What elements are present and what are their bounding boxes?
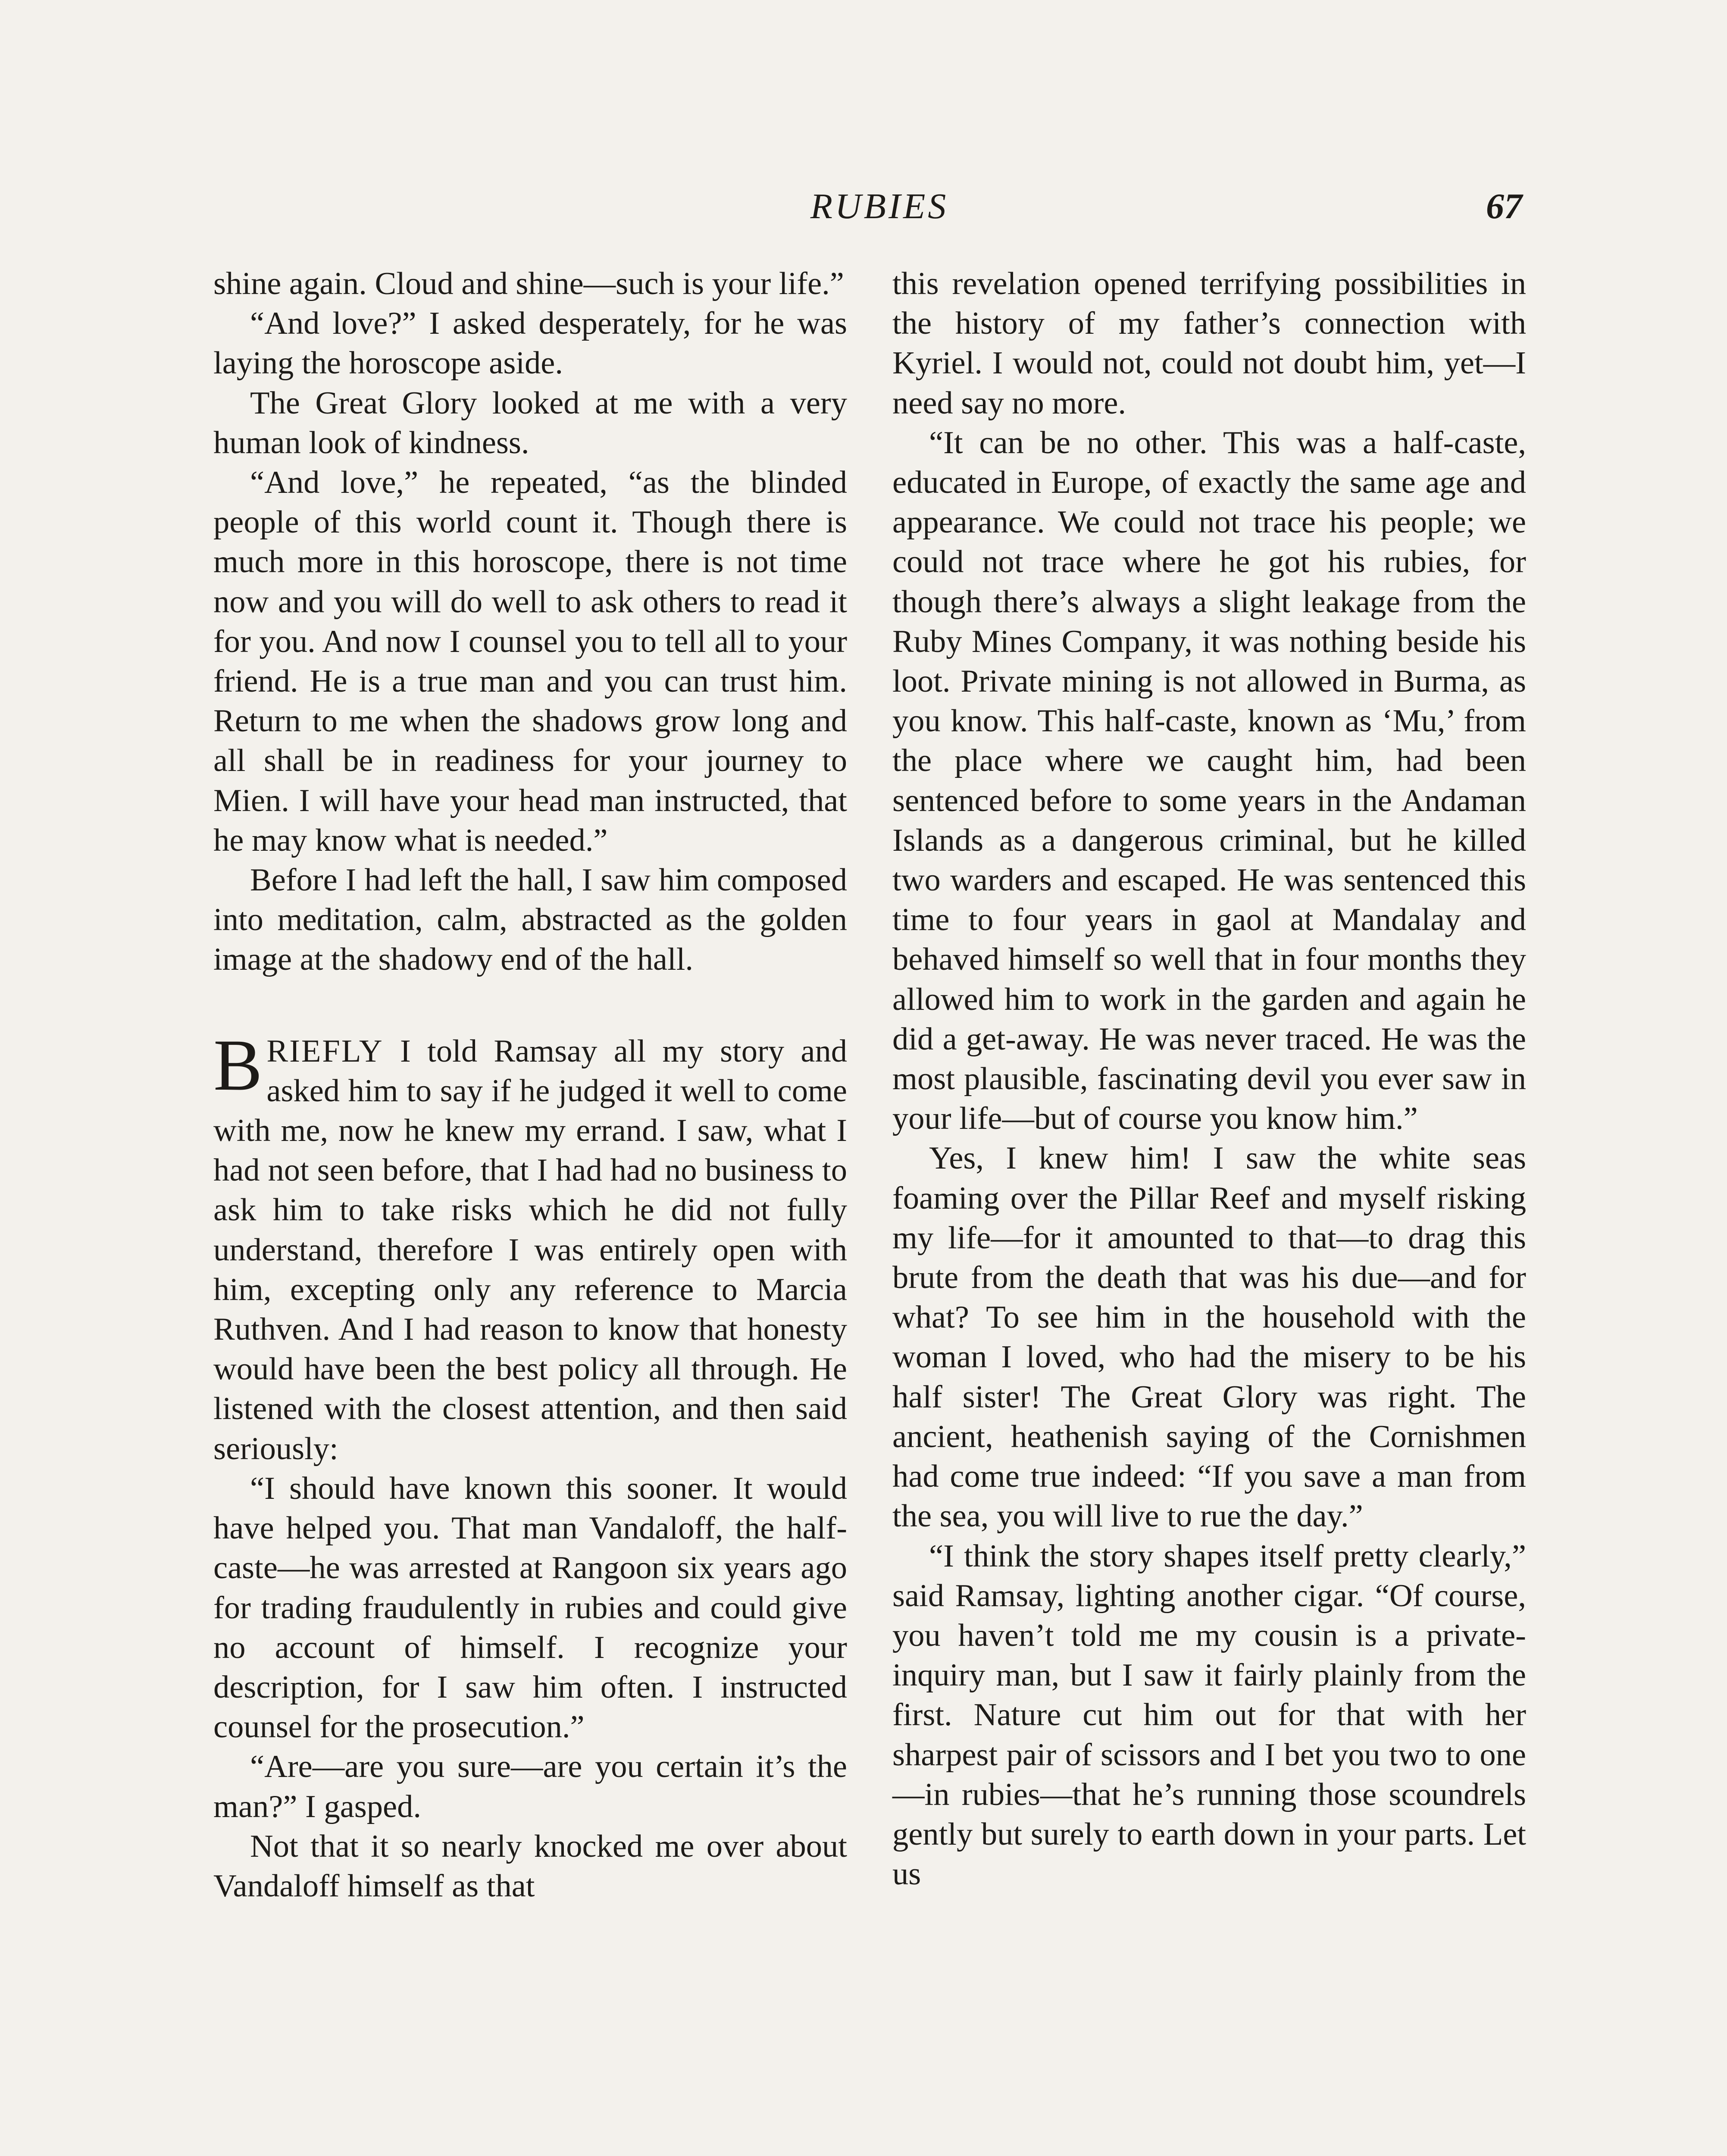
page-number: 67 [1486,186,1522,226]
paragraph: “And love?” I asked desperately, for he was laying the horoscope aside. [213,306,847,381]
paragraph: The Great Glory looked at me with a very human look of kindness. [213,385,847,461]
paragraph: “I think the story shapes itself pretty clearly,” said Ramsay, lighting another cigar. “Of course, you haven’t told me my cousin is a private-inquiry man, but I saw it fairly plainly from the first. Nature cut him out for that with her sharpest pair of scissors and I bet you two to one—in rubies—that he’s running those scoundrels gently but surely to earth down in your parts. Let us [892,1538,1526,1892]
running-title: RUBIES [810,186,949,226]
right-column [892,264,1526,2156]
paragraph-text: I told Ramsay all my story and asked him to say if he judged it well to come with me, now he knew my errand. I saw, what I had not seen before, that I had had no business to ask him to take risks which he did not fully understand, therefore I was entirely open with him, excepting only any reference to Marcia Ruthven. And I had reason to know that honesty would have been the best policy all through. He listened with the closest attention, and then said seriously: [213,1033,847,1467]
drop-cap: B [213,1024,263,1106]
section-break [213,980,847,1031]
paragraph: “I should have known this sooner. It would have helped you. That man Vandaloff, the half-caste—he was arrested at Rangoon six years ago for trading fraudulently in rubies and could give no account of himself. I recognize your description, for I saw him often. I instructed counsel for the prosecution.” [213,1470,847,1745]
paragraph: “Are—are you sure—are you certain it’s the man?” I gasped. [213,1749,847,1824]
paragraph: “It can be no other. This was a half-caste, educated in Europe, of exactly the same age and appearance. We could not trace his people; we could not trace where he got his rubies, for though there’s always a slight leakage from the Ruby Mines Company, it was nothing beside his loot. Private mining is not allowed in Burma, as you know. This half-caste, known as ‘Mu,’ from the place where we caught him, had been sentenced before to some years in the Andaman Islands as a dangerous criminal, but he killed two warders and escaped. He was sentenced this time to four years in gaol at Mandalay and behaved himself so well that in four months they allowed him to work in the garden and again he did a get-away. He was never traced. He was the most plausible, fascinating devil you ever saw in your life—but of course you know him.” [892,425,1526,1137]
section-opening-paragraph [213,1024,847,1469]
paragraph: Before I had left the hall, I saw him composed into meditation, calm, abstracted as the golden image at the shadowy end of the hall. [213,862,847,978]
paragraph: Not that it so nearly knocked me over about Vandaloff himself as that [213,1828,847,1904]
paragraph: Yes, I knew him! I saw the white seas foaming over the Pillar Reef and myself risking my life—for it amounted to that—to drag this brute from the death that was his due—and for what? To see him in the household with the woman I loved, who had the misery to be his half sister! The Great Glory was right. The ancient, heathenish saying of the Cornishmen had come true indeed: “If you save a man from the sea, you will live to rue the day.” [892,1141,1526,1534]
paragraph: “And love,” he repeated, “as the blinded people of this world count it. Though there is much more in this horoscope, there is not time now and you will do well to ask others to read it for you. And now I counsel you to tell all to your friend. He is a true man and you can trust him. Return to me when the shadows grow long and all shall be in readiness for your journey to Mien. I will have your head man instructed, that he may know what is needed.” [213,465,847,858]
paragraph: this revelation opened terrifying possibilities in the history of my father’s connection with Kyriel. I would not, could not doubt him, yet—I need say no more. [892,266,1526,421]
small-caps-lead: RIEFLY [266,1033,384,1069]
paragraph: shine again. Cloud and shine—such is your life.” [213,266,844,301]
left-column [213,264,847,2156]
running-head [0,185,1727,237]
